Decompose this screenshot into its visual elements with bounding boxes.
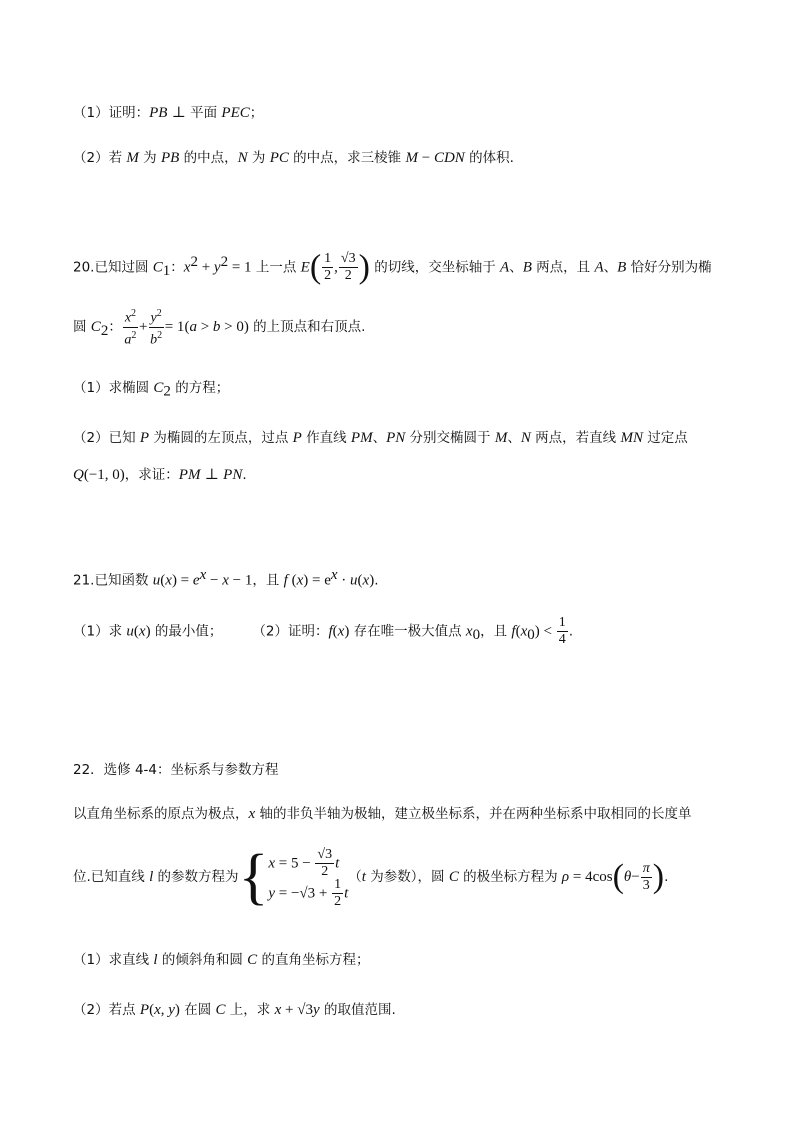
q19-part1: （1）证明：PB ⊥ 平面 PEC；: [73, 105, 264, 121]
q20-part1: （1）求椭圆 $C_2$ 的方程；: [73, 380, 230, 400]
q21-parts: （1）求 u(x) 的最小值； （2）证明：f(x) 存在唯一极大值点 $x_0$，且 $f(x_0)$ < $\frac{1}{4}$ .: [73, 615, 573, 647]
q22-stem-line2: 位.已知直线 l 的参数方程为{ x = 5 − $\frac{√3}{2}$ t y = −√3 + $\frac{1}{2}$ t （t 为参数），圆 C 的极坐标方程为 ρ = 4cos(θ− $\frac{\pi}{3}$ ).: [73, 843, 669, 911]
q19-part2: （2）若 M 为 PB 的中点，N 为 PC 的中点，求三棱锥 M − CDN 的体积.: [73, 150, 514, 166]
q22-title: 22．选修 4-4：坐标系与参数方程: [73, 762, 279, 778]
q22-part1: （1）求直线 l 的倾斜角和圆 C 的直角坐标方程；: [73, 952, 370, 968]
q22-stem-line1: 以直角坐标系的原点为极点，x 轴的非负半轴为极轴，建立极坐标系，并在两种坐标系中取相同的长度单: [73, 806, 692, 822]
q20-stem-line2: 圆 $C_2$： $\frac{x^2}{a^2}$ + $\frac{y^2}{b^2}$ = 1(a > b > 0) 的上顶点和右顶点.: [73, 308, 366, 348]
q20-part2-line2: Q(−1, 0)，求证：PM ⊥ PN.: [73, 467, 247, 483]
q22-part2: （2）若点 P(x, y) 在圆 C 上，求 x + √3y 的取值范围.: [73, 1002, 396, 1018]
q20-part2-line1: （2）已知 P 为椭圆的左顶点，过点 P 作直线 PM、PN 分别交椭圆于 M、N 两点，若直线 MN 过定点: [73, 430, 688, 446]
q20-stem-line1: 20.已知过圆 $C_1$：$x^2 + y^2 = 1$ 上一点 E( $\frac{1}{2}$ , $\frac{√3}{2}$ ) 的切线，交坐标轴于 A、B 两点，且 A、B 恰好分别为椭: [73, 248, 712, 286]
q21-stem: 21.已知函数 $u(x) = e^x - x - 1$，且 f $(x) = e^x \cdot u(x)$.: [73, 567, 379, 589]
